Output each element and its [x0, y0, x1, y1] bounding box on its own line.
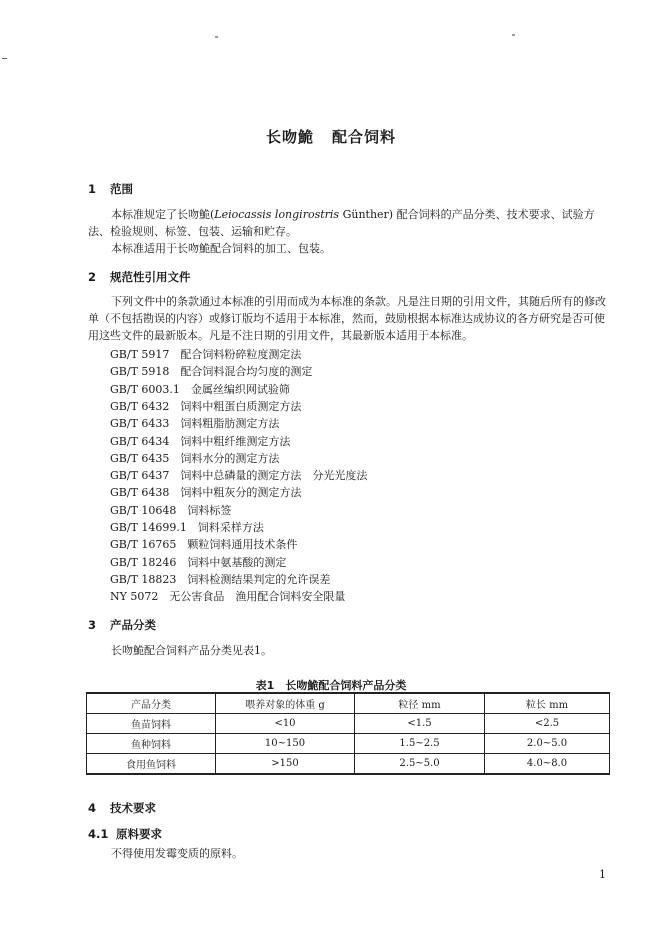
table-cell: 2.0~5.0: [485, 734, 610, 754]
latin-name: Leiocassis longirostris: [214, 208, 340, 221]
reference-title: 饲料中总磷量的测定方法 分光光度法: [180, 469, 368, 483]
reference-item: [110, 363, 312, 380]
reference-title: 饲料水分的测定方法: [180, 451, 280, 465]
reference-code: GB/T 6003.1: [110, 382, 180, 396]
reference-title: 饲料采样方法: [197, 521, 264, 534]
table-cell: 2.5~5.0: [355, 754, 485, 775]
table-cell: <10: [216, 714, 355, 734]
section-title: 范围: [110, 182, 133, 196]
section-number: 1: [88, 182, 97, 196]
reference-title: 饲料标签: [187, 503, 232, 517]
document-title: [0, 126, 662, 147]
reference-title: 饲料检测结果判定的允许误差: [187, 572, 331, 586]
table-cell: 鱼种饲料: [87, 734, 216, 754]
table-cell: 4.0~8.0: [485, 754, 610, 775]
section-number: 2: [88, 270, 97, 284]
table-header-cell: 粒长 mm: [485, 693, 610, 714]
section-heading-classification: [88, 617, 156, 633]
classification-table: [86, 692, 610, 775]
reference-item: [110, 571, 330, 588]
reference-item: [110, 536, 297, 553]
reference-item: [110, 433, 290, 450]
table-caption: 表1 长吻鮠配合饲料产品分类: [255, 679, 407, 692]
section-number: 3: [88, 618, 97, 632]
reference-item: [110, 381, 290, 398]
reference-code: GB/T 18823: [110, 572, 177, 586]
table-row: [87, 734, 610, 754]
reference-title: 颗粒饲料通用技术条件: [187, 538, 298, 552]
subsection-title: 原料要求: [116, 827, 162, 841]
reference-title: 配合饲料混合均匀度的测定: [180, 365, 313, 379]
title-part-2: 配合饲料: [332, 128, 397, 146]
reference-title: 饲料中氨基酸的测定: [187, 555, 287, 569]
table-cell: 1.5~2.5: [355, 734, 485, 754]
reference-code: GB/T 14699.1: [110, 521, 187, 534]
reference-code: GB/T 18246: [110, 555, 177, 569]
table-row: [87, 714, 610, 734]
reference-item: [110, 415, 279, 432]
table-header-cell: 产品分类: [87, 693, 216, 714]
table-header-cell: 喂养对象的体重 g: [216, 693, 355, 714]
scan-mark: [2, 58, 7, 59]
table-cell: 10~150: [216, 734, 355, 754]
reference-code: GB/T 6434: [110, 434, 170, 448]
table-row: [87, 754, 610, 775]
scope-paragraph-1: 本标准规定了长吻鮠(Leiocassis longirostris Günther) 配合饲料的产品分类、技术要求、试验方法、检验规则、标签、包装、运输和贮存。: [88, 208, 595, 238]
reference-item: [110, 450, 279, 467]
section-heading-scope: [88, 181, 133, 197]
reference-item: [110, 519, 264, 536]
reference-item: [110, 484, 301, 501]
reference-item: [110, 502, 231, 519]
reference-title: 饲料粗脂肪测定方法: [180, 417, 280, 431]
section-number: 4: [88, 801, 97, 815]
reference-item: [110, 346, 301, 363]
scope-paragraph-2: 本标准适用于长吻鮠配合饲料的加工、包装。: [111, 242, 331, 255]
reference-code: GB/T 6435: [110, 451, 170, 465]
table-cell: <1.5: [355, 714, 485, 734]
reference-item: [110, 554, 286, 571]
reference-item: [110, 398, 301, 415]
reference-code: GB/T 5917: [110, 348, 170, 361]
table-cell: <2.5: [485, 714, 610, 734]
reference-code: GB/T 6433: [110, 417, 170, 431]
reference-title: 饲料中粗蛋白质测定方法: [180, 399, 302, 413]
scan-speck: [215, 36, 218, 38]
reference-code: GB/T 5918: [110, 365, 170, 379]
section-title: 规范性引用文件: [110, 270, 191, 284]
section-heading-references: [88, 269, 191, 285]
section-heading-technical: [88, 800, 156, 816]
section-title: 产品分类: [110, 618, 156, 632]
table-cell: >150: [216, 754, 355, 775]
raw-materials-paragraph: 不得使用发霉变质的原料。: [111, 847, 243, 860]
reference-code: GB/T 6438: [110, 486, 170, 500]
reference-title: 金属丝编织网试验筛: [190, 382, 290, 396]
page-number: 1: [599, 868, 606, 881]
reference-title: 饲料中粗灰分的测定方法: [180, 486, 302, 500]
references-intro: 下列文件中的条款通过本标准的引用而成为本标准的条款。凡是注日期的引用文件，其随后所有的修改单（不包括勘误的内容）或修订版均不适用于本标准，然而，鼓励根据本标准达成协议的各方研究是否可使用这些文件的最新版本。凡是不注日期的引用文件，其最新版本适用于本标准。: [88, 295, 606, 342]
table-cell: 食用鱼饲料: [87, 754, 216, 775]
table-header-row: [87, 693, 610, 714]
reference-code: GB/T 16765: [110, 538, 177, 552]
section-title: 技术要求: [110, 801, 156, 815]
table-header-cell: 粒径 mm: [355, 693, 485, 714]
classification-paragraph: 长吻鮠配合饲料产品分类见表1。: [111, 644, 272, 657]
reference-title: 饲料中粗纤维测定方法: [180, 434, 291, 448]
table-cell: 鱼苗饲料: [87, 714, 216, 734]
subsection-heading-raw-materials: [88, 826, 162, 842]
title-part-1: 长吻鮠: [265, 128, 314, 146]
scan-speck: [512, 34, 515, 36]
reference-item: [110, 467, 367, 484]
reference-title: 无公害食品 渔用配合饲料安全限量: [169, 590, 346, 604]
reference-code: GB/T 6437: [110, 469, 170, 483]
reference-code: GB/T 10648: [110, 503, 177, 517]
reference-code: GB/T 6432: [110, 399, 170, 413]
subsection-number: 4.1: [88, 827, 109, 841]
reference-title: 配合饲料粉碎粒度测定法: [180, 348, 302, 361]
reference-item: [110, 588, 345, 605]
reference-code: NY 5072: [110, 590, 159, 604]
